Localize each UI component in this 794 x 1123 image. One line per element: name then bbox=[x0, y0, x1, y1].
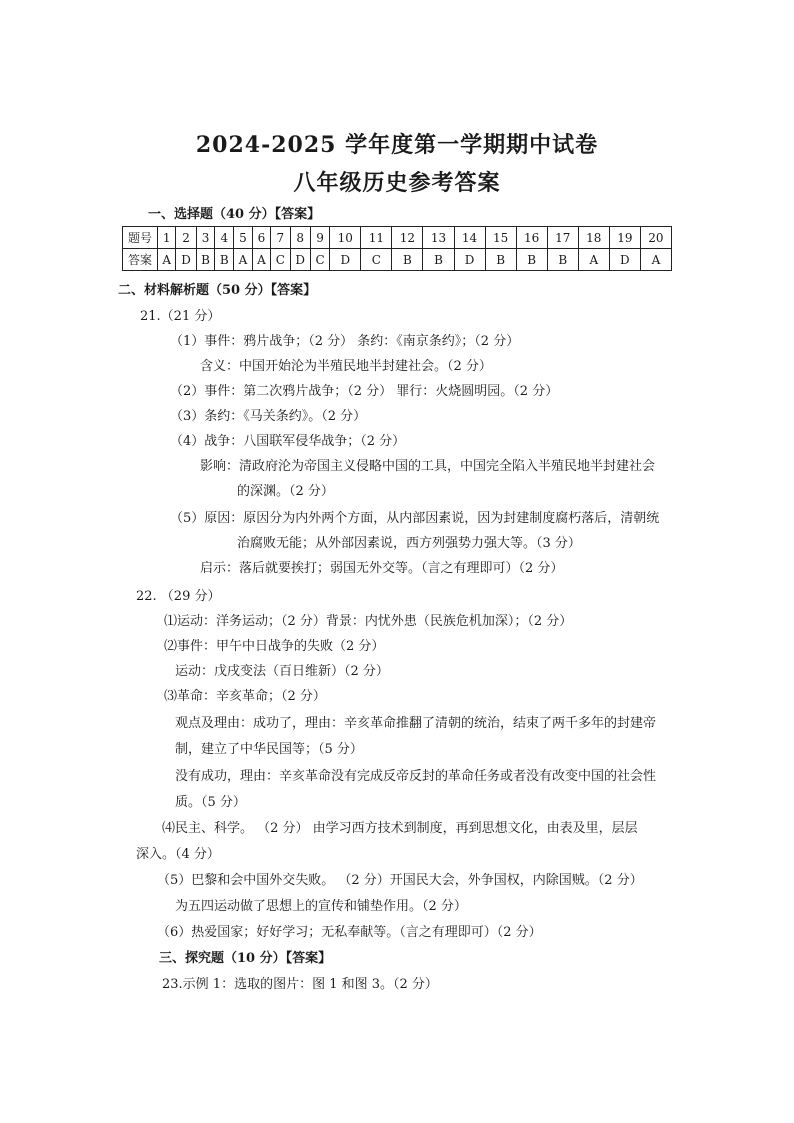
q23-line: 23.示例 1：选取的图片：图 1 和图 3。（2 分） bbox=[162, 977, 438, 992]
q21-line: （3）条约：《马关条约》。（2 分） bbox=[170, 409, 367, 424]
answer-cell: A bbox=[640, 249, 671, 271]
section2-heading: 二、材料解析题（50 分）【答案】 bbox=[118, 283, 317, 298]
answer-cell: B bbox=[547, 249, 578, 271]
answer-cell: A bbox=[234, 249, 252, 271]
row-label-numbers: 题号 bbox=[123, 227, 158, 249]
q22-line: （5）巴黎和会中国外交失败。 （2 分）开国民大会，外争国权，内除国贼。（2 分） bbox=[157, 873, 643, 888]
q22-line: 质。（5 分） bbox=[175, 795, 246, 810]
number-cell: 1 bbox=[158, 227, 176, 249]
answer-cell: B bbox=[485, 249, 516, 271]
choice-answer-table bbox=[122, 226, 672, 271]
answer-cell: C bbox=[271, 249, 290, 271]
number-cell: 2 bbox=[176, 227, 196, 249]
section3-heading: 三、探究题（10 分）【答案】 bbox=[159, 951, 332, 966]
answer-cell: D bbox=[290, 249, 310, 271]
number-cell: 16 bbox=[516, 227, 547, 249]
answer-cell: C bbox=[361, 249, 392, 271]
q22-line: （6）热爱国家；好好学习；无私奉献等。（言之有理即可）（2 分） bbox=[157, 925, 542, 940]
number-cell: 7 bbox=[271, 227, 290, 249]
q22-line: 制，建立了中华民国等；（5 分） bbox=[175, 742, 363, 757]
q22-line: 没有成功，理由：辛亥革命没有完成反帝反封的革命任务或者没有改变中国的社会性 bbox=[175, 769, 657, 784]
number-cell: 9 bbox=[310, 227, 329, 249]
number-cell: 11 bbox=[361, 227, 392, 249]
q21-label: 21.（21 分） bbox=[140, 309, 221, 324]
answer-cell: B bbox=[196, 249, 215, 271]
exam-title: 2024-2025 学年度第一学期期中试卷 bbox=[195, 132, 599, 158]
number-cell: 12 bbox=[392, 227, 423, 249]
answer-cell: B bbox=[423, 249, 454, 271]
q22-line: ⑵事件：甲午中日战争的失败（2 分） bbox=[164, 639, 385, 654]
number-cell: 13 bbox=[423, 227, 454, 249]
section1-heading: 一、选择题（40 分）【答案】 bbox=[148, 207, 321, 222]
q21-line: 的深渊。（2 分） bbox=[237, 484, 334, 499]
q22-label: 22. （29 分） bbox=[136, 589, 221, 604]
number-cell: 4 bbox=[215, 227, 234, 249]
q22-line: 深入。（4 分） bbox=[136, 847, 220, 862]
answer-cell: A bbox=[252, 249, 270, 271]
q22-line: ⑴运动：洋务运动；（2 分）背景：内忧外患（民族危机加深）；（2 分） bbox=[164, 614, 573, 629]
answer-cell: B bbox=[392, 249, 423, 271]
number-cell: 6 bbox=[252, 227, 270, 249]
q21-line: （5）原因：原因分为内外两个方面，从内部因素说，因为封建制度腐朽落后，清朝统 bbox=[170, 511, 660, 526]
q22-line: ⑷民主、科学。 （2 分） 由学习西方技术到制度，再到思想文化，由表及里，层层 bbox=[162, 821, 638, 836]
q21-line: 含义：中国开始沦为半殖民地半封建社会。（2 分） bbox=[200, 359, 492, 374]
number-cell: 19 bbox=[609, 227, 640, 249]
q21-line: （4）战争：八国联军侵华战争；（2 分） bbox=[170, 434, 406, 449]
q21-line: （1）事件：鸦片战争；（2 分） 条约：《南京条约》；（2 分） bbox=[170, 334, 520, 349]
q22-line: 运动：戊戌变法（百日维新）（2 分） bbox=[175, 664, 389, 679]
number-cell: 5 bbox=[234, 227, 252, 249]
number-cell: 3 bbox=[196, 227, 215, 249]
answer-cell: D bbox=[609, 249, 640, 271]
answer-cell: D bbox=[330, 249, 361, 271]
q21-line: 治腐败无能；从外部因素说，西方列强势力强大等。（3 分） bbox=[237, 536, 581, 551]
number-cell: 8 bbox=[290, 227, 310, 249]
answer-cell: B bbox=[215, 249, 234, 271]
number-cell: 18 bbox=[578, 227, 609, 249]
number-cell: 14 bbox=[454, 227, 485, 249]
number-cell: 10 bbox=[330, 227, 361, 249]
number-cell: 15 bbox=[485, 227, 516, 249]
q21-line: 启示：落后就要挨打；弱国无外交等。（言之有理即可）（2 分） bbox=[200, 561, 564, 576]
answer-cell: D bbox=[454, 249, 485, 271]
answer-key-subtitle: 八年级历史参考答案 bbox=[293, 170, 501, 196]
table-row-answers bbox=[123, 249, 672, 271]
answer-cell: D bbox=[176, 249, 196, 271]
answer-cell: A bbox=[158, 249, 176, 271]
q21-line: （2）事件：第二次鸦片战争；（2 分） 罪行：火烧圆明园。（2 分） bbox=[170, 384, 559, 399]
q22-line: 观点及理由：成功了，理由：辛亥革命推翻了清朝的统治，结束了两千多年的封建帝 bbox=[175, 716, 657, 731]
answer-cell: A bbox=[578, 249, 609, 271]
answer-cell: C bbox=[310, 249, 329, 271]
table-row-numbers bbox=[123, 227, 672, 249]
number-cell: 17 bbox=[547, 227, 578, 249]
q21-line: 影响：清政府沦为帝国主义侵略中国的工具，中国完全陷入半殖民地半封建社会 bbox=[200, 459, 656, 474]
number-cell: 20 bbox=[640, 227, 671, 249]
answer-cell: B bbox=[516, 249, 547, 271]
q22-line: 为五四运动做了思想上的宣传和铺垫作用。（2 分） bbox=[175, 899, 467, 914]
q22-line: ⑶革命：辛亥革命；（2 分） bbox=[164, 689, 326, 704]
row-label-answers: 答案 bbox=[123, 249, 158, 271]
